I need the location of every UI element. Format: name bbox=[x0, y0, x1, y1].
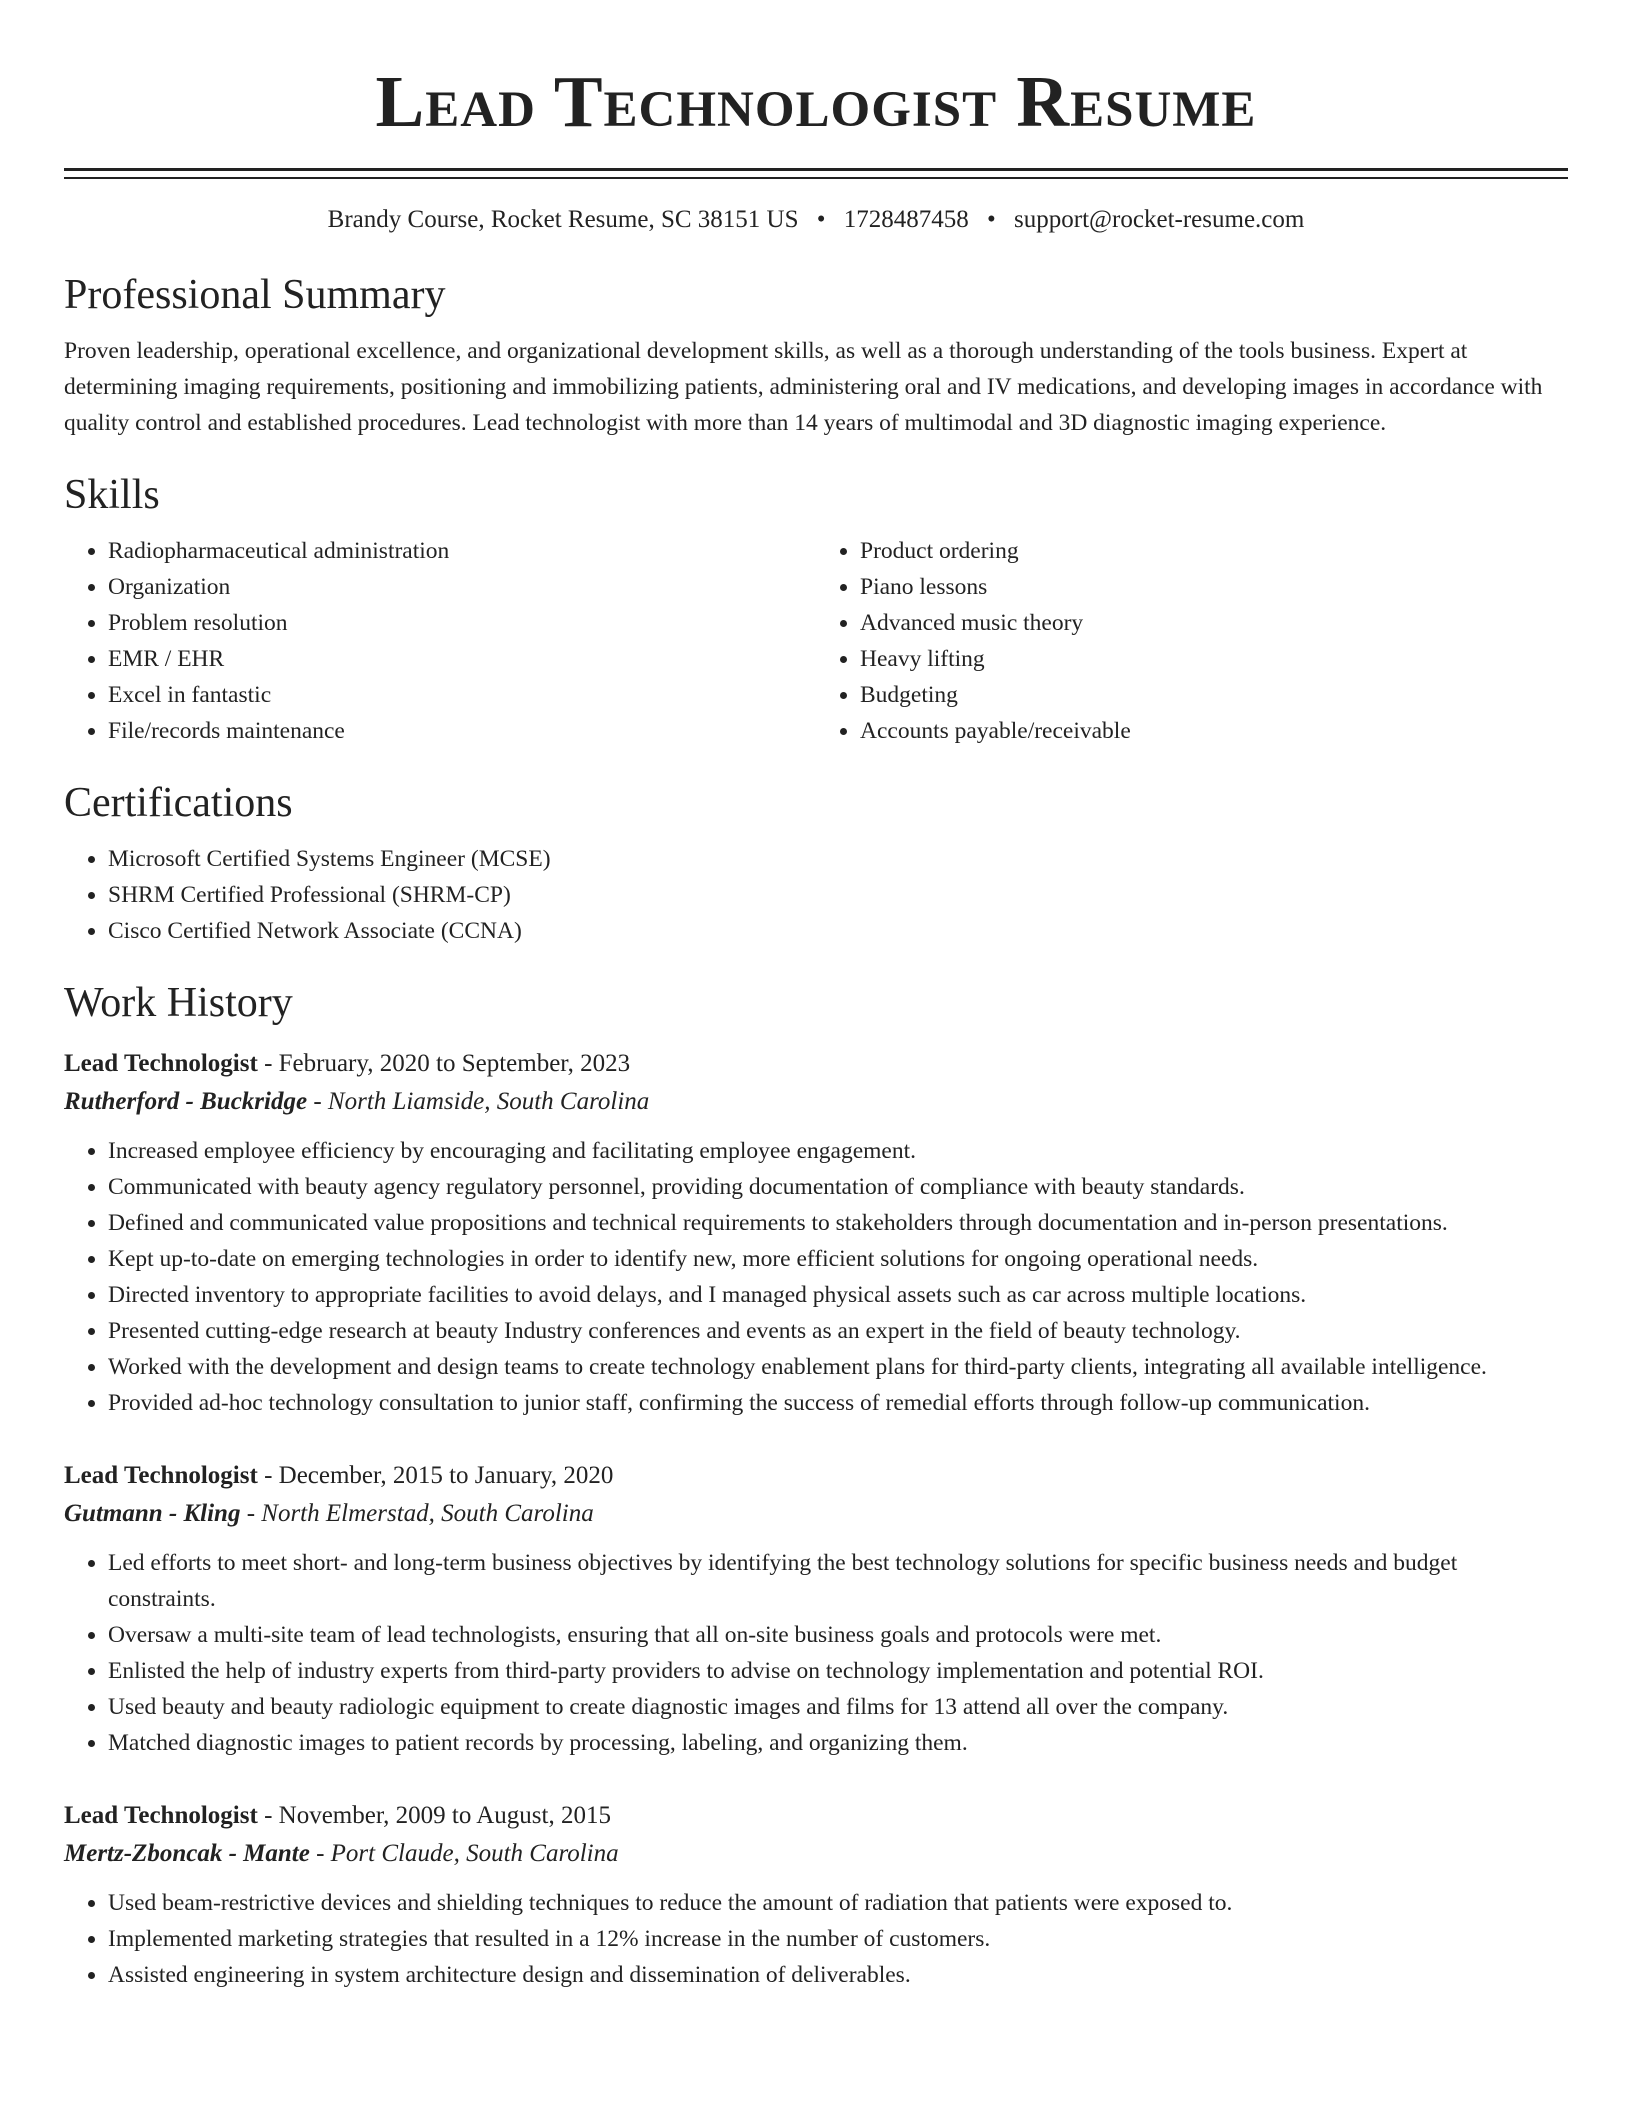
job-company: Rutherford - Buckridge bbox=[64, 1088, 308, 1115]
skill-item: • Advanced music theory bbox=[860, 605, 1568, 641]
certification-item: • Cisco Certified Network Associate (CCNA) bbox=[108, 913, 1568, 949]
professional-summary-section bbox=[64, 267, 1568, 441]
job-title-line bbox=[64, 1045, 1568, 1083]
certifications-list bbox=[64, 841, 1568, 949]
skill-item: • Piano lessons bbox=[860, 569, 1568, 605]
job-company: Gutmann - Kling bbox=[64, 1500, 241, 1527]
skill-item: • Organization bbox=[108, 569, 816, 605]
job-title: Lead Technologist bbox=[64, 1050, 258, 1077]
job-dates: December, 2015 to January, 2020 bbox=[278, 1462, 614, 1489]
job-bullet-list bbox=[64, 1133, 1568, 1421]
job-company-line bbox=[64, 1835, 1568, 1873]
job-bullet: • Matched diagnostic images to patient records by processing, labeling, and organizing them. bbox=[108, 1725, 1568, 1761]
job-bullet: • Directed inventory to appropriate facilities to avoid delays, and I managed physical assets such as car across multiple locations. bbox=[108, 1277, 1568, 1313]
job-bullet: • Kept up-to-date on emerging technologies in order to identify new, more efficient solutions for ongoing operational needs. bbox=[108, 1241, 1568, 1277]
skill-item: • File/records maintenance bbox=[108, 713, 816, 749]
skill-item: • Excel in fantastic bbox=[108, 677, 816, 713]
job-location: North Elmerstad, South Carolina bbox=[261, 1500, 594, 1527]
job-location: North Liamside, South Carolina bbox=[327, 1088, 650, 1115]
job-bullet: • Communicated with beauty agency regulatory personnel, providing documentation of compliance with beauty standards. bbox=[108, 1169, 1568, 1205]
summary-text: Proven leadership, operational excellence, and organizational development skills, as well as a thorough understanding of the tools business. Expert at determining imaging requirements, positioning and immobilizing patients, administering oral and IV medications, and developing images in accordance with quality control and established procedures. Lead technologist with more than 14 years of multimodal and 3D diagnostic imaging experience. bbox=[64, 338, 1543, 436]
job-entry bbox=[64, 1797, 1568, 1993]
skill-item: • EMR / EHR bbox=[108, 641, 816, 677]
job-bullet: • Defined and communicated value propositions and technical requirements to stakeholders through documentation and in-person presentations. bbox=[108, 1205, 1568, 1241]
contact-separator: • bbox=[987, 206, 996, 233]
job-company-line bbox=[64, 1495, 1568, 1533]
job-dash: - bbox=[264, 1462, 279, 1489]
job-title-line bbox=[64, 1457, 1568, 1495]
contact-phone: 1728487458 bbox=[843, 206, 969, 233]
section-heading-skills: Skills bbox=[64, 472, 160, 518]
skills-list-right bbox=[816, 533, 1568, 749]
skill-item: • Radiopharmaceutical administration bbox=[108, 533, 816, 569]
job-title: Lead Technologist bbox=[64, 1802, 258, 1829]
resume-title: Lead Technologist Resume bbox=[375, 61, 1257, 142]
contact-separator: • bbox=[816, 206, 826, 233]
job-bullet: • Provided ad-hoc technology consultation to junior staff, confirming the success of remedial efforts through follow-up communication. bbox=[108, 1385, 1568, 1421]
job-bullet: • Increased employee efficiency by encouraging and facilitating employee engagement. bbox=[108, 1133, 1568, 1169]
title-divider-thick bbox=[64, 168, 1568, 171]
job-dash: - bbox=[264, 1802, 279, 1829]
job-dash: - bbox=[313, 1088, 328, 1115]
certifications-section bbox=[64, 775, 1568, 949]
job-bullet-list bbox=[64, 1545, 1568, 1761]
job-bullet: • Enlisted the help of industry experts from third-party providers to advise on technology implementation and potential ROI. bbox=[108, 1653, 1568, 1689]
job-dates: February, 2020 to September, 2023 bbox=[278, 1050, 631, 1077]
job-bullet: • Implemented marketing strategies that resulted in a 12% increase in the number of customers. bbox=[108, 1921, 1568, 1957]
job-bullet: • Used beam-restrictive devices and shielding techniques to reduce the amount of radiation that patients were exposed to. bbox=[108, 1885, 1568, 1921]
job-dash: - bbox=[316, 1840, 331, 1867]
job-entry bbox=[64, 1457, 1568, 1761]
section-heading-certifications: Certifications bbox=[64, 780, 293, 826]
title-divider-thin bbox=[64, 177, 1568, 179]
contact-email: support@rocket-resume.com bbox=[1014, 206, 1305, 233]
skills-columns bbox=[64, 533, 1568, 749]
job-entry bbox=[64, 1045, 1568, 1421]
work-history-section bbox=[64, 975, 1568, 1993]
job-dash: - bbox=[264, 1050, 279, 1077]
job-company: Mertz-Zboncak - Mante bbox=[64, 1840, 310, 1867]
job-dash: - bbox=[246, 1500, 262, 1527]
skill-item: • Product ordering bbox=[860, 533, 1568, 569]
section-heading-summary: Professional Summary bbox=[64, 272, 446, 318]
job-bullet: • Worked with the development and design teams to create technology enablement plans for third-party clients, integrating all available intelligence. bbox=[108, 1349, 1568, 1385]
job-bullet-list bbox=[64, 1885, 1568, 1993]
job-bullet: • Led efforts to meet short- and long-term business objectives by identifying the best technology solutions for specific business needs and budget constraints. bbox=[108, 1545, 1568, 1617]
job-bullet: • Presented cutting-edge research at beauty Industry conferences and events as an expert in the field of beauty technology. bbox=[108, 1313, 1568, 1349]
job-dates: November, 2009 to August, 2015 bbox=[278, 1802, 611, 1829]
skill-item: • Problem resolution bbox=[108, 605, 816, 641]
job-bullet: • Assisted engineering in system architecture design and dissemination of deliverables. bbox=[108, 1957, 1568, 1993]
contact-line bbox=[64, 203, 1568, 237]
skills-section bbox=[64, 467, 1568, 749]
job-title: Lead Technologist bbox=[64, 1462, 258, 1489]
skill-item: • Heavy lifting bbox=[860, 641, 1568, 677]
skills-list-left bbox=[64, 533, 816, 749]
job-bullet: • Oversaw a multi-site team of lead technologists, ensuring that all on-site business goals and protocols were met. bbox=[108, 1617, 1568, 1653]
certification-item: • Microsoft Certified Systems Engineer (MCSE) bbox=[108, 841, 1568, 877]
job-bullet: • Used beauty and beauty radiologic equipment to create diagnostic images and films for 13 attend all over the company. bbox=[108, 1689, 1568, 1725]
job-company-line bbox=[64, 1083, 1568, 1121]
skill-item: • Accounts payable/receivable bbox=[860, 713, 1568, 749]
certification-item: • SHRM Certified Professional (SHRM-CP) bbox=[108, 877, 1568, 913]
section-heading-work-history: Work History bbox=[64, 980, 293, 1026]
skill-item: • Budgeting bbox=[860, 677, 1568, 713]
job-title-line bbox=[64, 1797, 1568, 1835]
job-location: Port Claude, South Carolina bbox=[330, 1840, 619, 1867]
contact-address: Brandy Course, Rocket Resume, SC 38151 US bbox=[327, 206, 799, 233]
